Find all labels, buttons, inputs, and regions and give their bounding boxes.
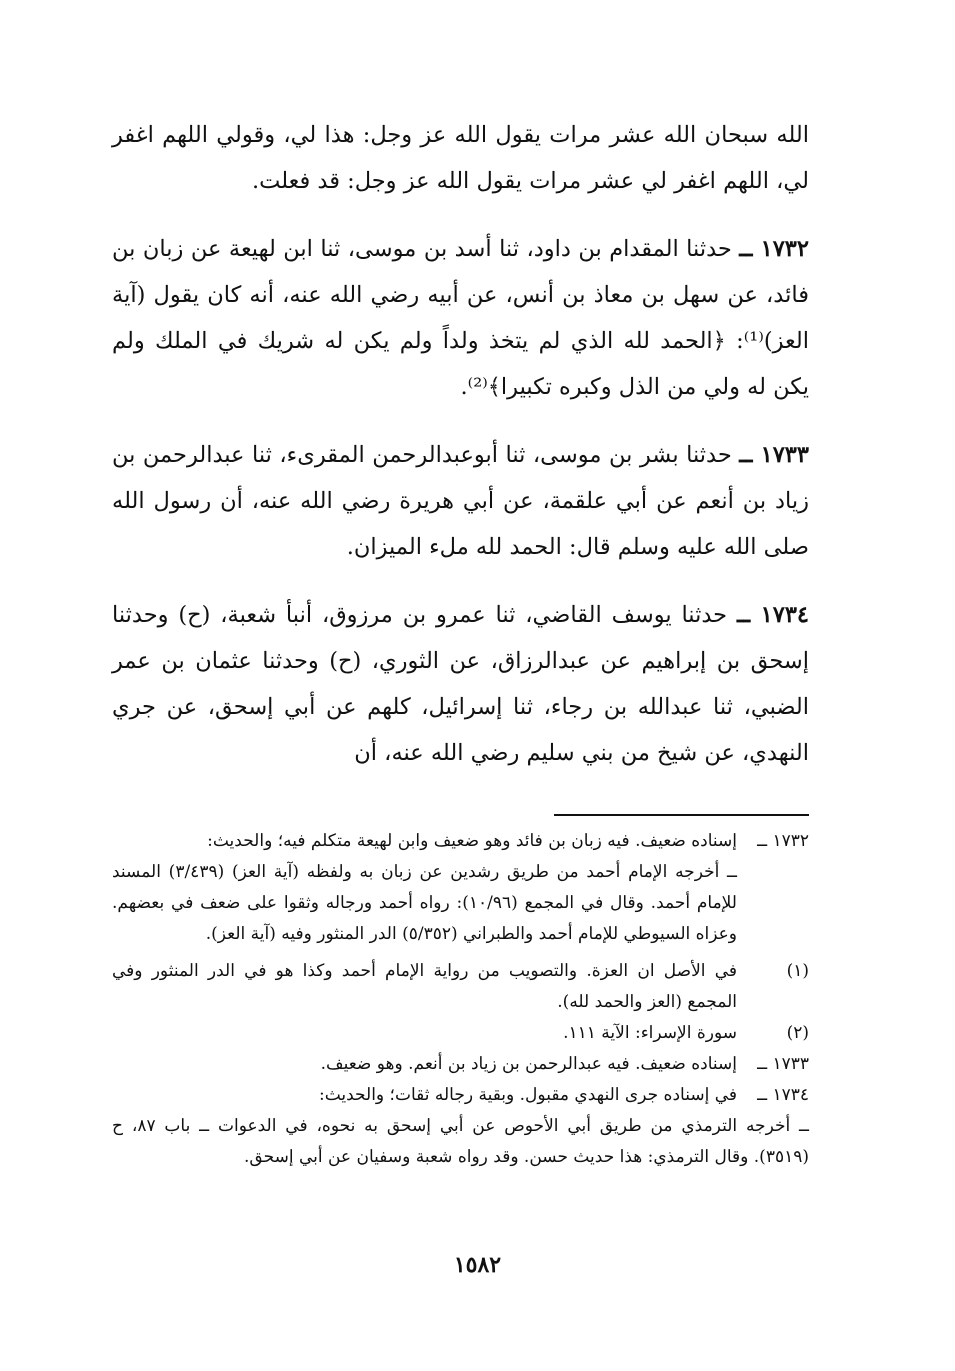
footnote-note-1 <box>112 956 809 1018</box>
hadith-number: ١٧٣٤ ــ <box>736 602 809 628</box>
hadith-text: حدثنا يوسف القاضي، ثنا عمرو بن مرزوق، أنبأ شعبة، (ح) وحدثنا إسحق بن إبراهيم عن عبدالرزاق، عن الثوري، (ح) وحدثنا عثمان بن عمر الضبي، ثنا عبدالله بن رجاء، ثنا إسرائيل، كلهم عن أبي إسحق، عن جري النهدي، عن شيخ من بني سليم رضي الله عنه، أن <box>112 602 809 766</box>
hadith-text: حدثنا المقدام بن داود، ثنا أسد بن موسى، ثنا ابن لهيعة عن زبان بن فائد، عن سهل بن معاذ بن أنس، عن أبيه رضي الله عنه، أنه كان يقول (آية العز)⁽¹⁾: ﴿الحمد لله الذي لم يتخذ ولداً ولم يكن له شريك في الملك ولم يكن له ولي من الذل وكبره تكبيرا﴾⁽²⁾. <box>112 236 809 400</box>
hadith-1732 <box>112 226 809 410</box>
footnote-1734 <box>112 1080 809 1111</box>
hadith-1734 <box>112 592 809 776</box>
paragraph-continuation <box>112 112 809 204</box>
footnotes <box>112 826 809 1173</box>
footnote-divider <box>554 814 809 816</box>
hadith-text: حدثنا بشر بن موسى، ثنا أبوعبدالرحمن المقرىء، ثنا عبدالرحمن بن زياد بن أنعم عن أبي علقمة، عن أبي هريرة رضي الله عنه، أن رسول الله صلى الله عليه وسلم قال: الحمد لله ملء الميزان. <box>112 442 809 560</box>
footnote-label: (١) <box>786 961 809 981</box>
footnote-label: (٢) <box>786 1023 809 1043</box>
footnote-1732 <box>112 826 809 857</box>
footnote-text: سورة الإسراء: الآية ١١١. <box>563 1023 737 1043</box>
footnote-text: في إسناده جرى النهدي مقبول. وبقية رجاله ثقات؛ والحديث: <box>318 1085 737 1105</box>
footnote-text: في الأصل ان العزة. والتصويب من رواية الإمام أحمد وكذا هو في الدر المنثور وفي المجمع (العز والحمد لله). <box>112 961 737 1012</box>
page-number: ١٥٨٢ <box>453 1252 502 1278</box>
hadith-1733 <box>112 432 809 570</box>
footnote-label: ١٧٣٣ ــ <box>757 1054 809 1074</box>
hadith-number: ١٧٣٣ ــ <box>739 442 809 468</box>
paragraph-text: الله سبحان الله عشر مرات يقول الله عز وجل: هذا لي، وقولي اللهم اغفر لي، اللهم اغفر لي عشر مرات يقول الله عز وجل: قد فعلت. <box>112 122 809 194</box>
footnote-label: ١٧٣٤ ــ <box>757 1085 809 1105</box>
footnote-1733 <box>112 1049 809 1080</box>
hadith-number: ١٧٣٢ ــ <box>739 236 809 262</box>
footnote-text: إسناده ضعيف. فيه زبان بن فائد وهو ضعيف وابن لهيعة متكلم فيه؛ والحديث: <box>207 831 737 851</box>
footnote-1732-detail: ــ أخرجه الإمام أحمد من طريق رشدين عن زبان به ولفظه (آية العز) (٣/٤٣٩) المسند للإمام أحمد. وقال في المجمع (١٠/٩٦): رواه أحمد ورجاله وثقوا على ضعف في بعضهم. وعزاه السيوطي للإمام أحمد والطبراني (٥/٣٥٢) الدر المنثور وفيه (آية العز). <box>112 862 737 944</box>
footnote-text: إسناده ضعيف. فيه عبدالرحمن بن زياد بن أنعم. وهو ضعيف. <box>320 1054 737 1074</box>
footnote-label: ١٧٣٢ ــ <box>757 831 809 851</box>
footnote-1734-detail: ــ أخرجه الترمذي من طريق أبي الأحوص عن أبي إسحق به نحوه، في الدعوات ــ باب ٨٧، ح (٣٥١٩). وقال الترمذي: هذا حديث حسن. وقد رواه شعبة وسفيان عن أبي إسحق. <box>112 1116 809 1167</box>
footnote-note-2 <box>112 1018 809 1049</box>
